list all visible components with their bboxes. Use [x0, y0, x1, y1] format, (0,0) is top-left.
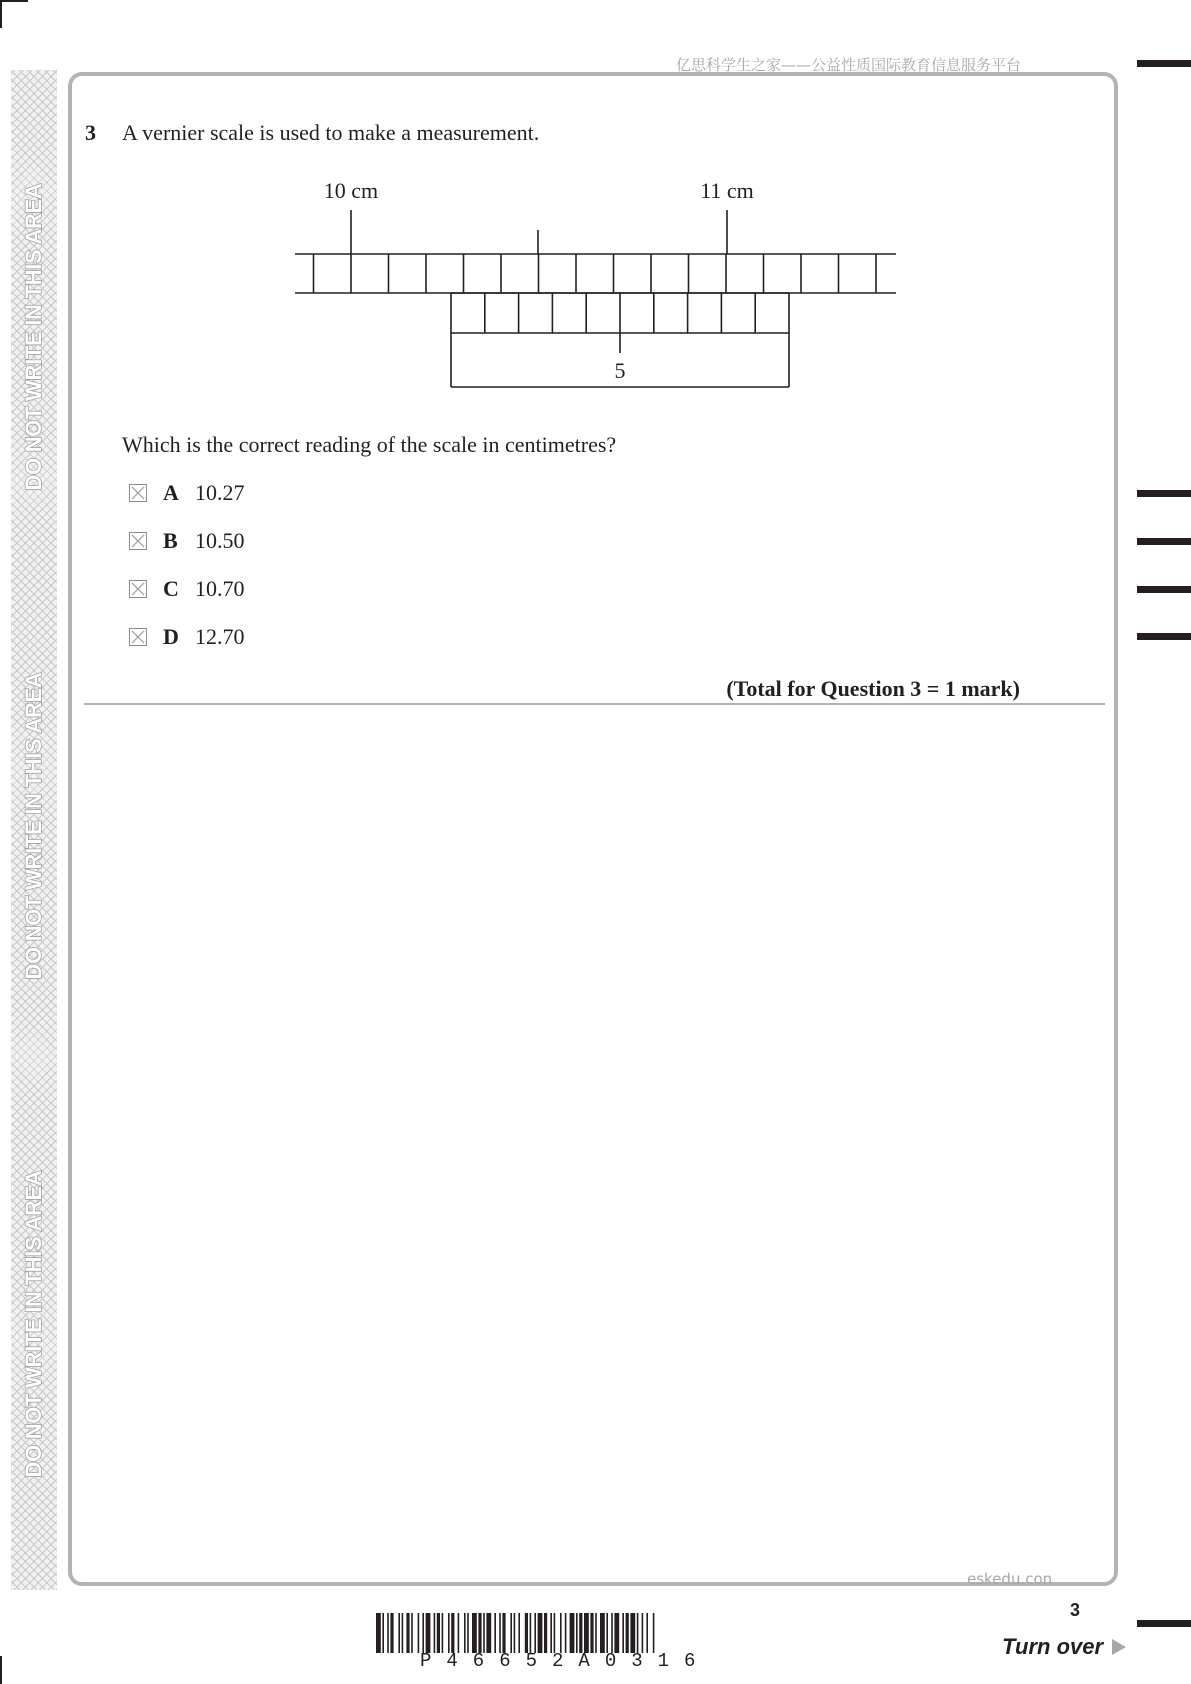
barcode-bar: [411, 1613, 413, 1653]
option-value: 10.27: [195, 480, 245, 505]
answer-checkbox[interactable]: [129, 628, 147, 646]
barcode-bar: [595, 1613, 597, 1653]
barcode-bar: [637, 1613, 639, 1653]
barcode-bar: [434, 1613, 436, 1653]
barcode-bar: [525, 1613, 528, 1653]
vernier-scale-diagram: [280, 170, 910, 395]
barcode-bar: [565, 1613, 567, 1653]
label-vernier-5: 5: [614, 358, 626, 383]
barcode-bar: [442, 1613, 444, 1653]
barcode-bar: [614, 1613, 619, 1653]
barcode-bar: [570, 1613, 575, 1653]
answer-checkbox[interactable]: [129, 484, 147, 502]
barcode-bar: [464, 1613, 466, 1653]
barcode-text: P46652A0316: [420, 1650, 711, 1672]
right-margin-tab: [1137, 60, 1191, 67]
barcode: [376, 1613, 810, 1653]
registration-mark: [0, 0, 2, 28]
barcode-bar: [494, 1613, 496, 1653]
answer-checkbox[interactable]: [129, 532, 147, 550]
barcode-bar: [426, 1613, 431, 1653]
registration-mark: [0, 1656, 2, 1684]
option-value: 10.70: [195, 576, 245, 601]
right-margin-tab: [1137, 1620, 1191, 1627]
barcode-bar: [422, 1613, 424, 1653]
barcode-bar: [514, 1613, 516, 1653]
barcode-bar: [472, 1613, 477, 1653]
site-watermark: eskedu.con: [967, 1570, 1053, 1588]
barcode-bar: [478, 1613, 481, 1653]
barcode-bar: [584, 1613, 589, 1653]
barcode-bar: [550, 1613, 552, 1653]
barcode-bar: [451, 1613, 454, 1653]
question-number: 3: [85, 120, 96, 145]
label-11cm: 11 cm: [700, 178, 754, 203]
right-margin-tab: [1137, 633, 1191, 640]
barcode-bar: [560, 1613, 562, 1653]
barcode-bar: [530, 1613, 532, 1653]
barcode-bar: [590, 1613, 593, 1653]
question-prompt: Which is the correct reading of the scale in centimetres?: [122, 432, 617, 457]
question-stem: A vernier scale is used to make a measurement.: [122, 120, 540, 145]
barcode-bar: [518, 1613, 520, 1653]
barcode-bar: [382, 1613, 384, 1653]
right-margin-tab: [1137, 490, 1191, 497]
barcode-bar: [544, 1613, 547, 1653]
barcode-bar: [630, 1613, 635, 1653]
option-letter: D: [163, 624, 179, 649]
option-letter: A: [163, 480, 179, 505]
question-total-marks: (Total for Question 3 = 1 mark): [726, 676, 1020, 701]
barcode-bar: [406, 1613, 409, 1653]
page-number: 3: [1069, 1600, 1080, 1620]
barcode-bar: [458, 1613, 460, 1653]
barcode-bar: [499, 1613, 501, 1653]
question-divider: [84, 703, 1105, 705]
barcode-bar: [538, 1613, 543, 1653]
turn-over-label: Turn over: [1002, 1634, 1104, 1659]
barcode-bar: [510, 1613, 512, 1653]
barcode-bar: [606, 1613, 608, 1653]
barcode-bar: [418, 1613, 420, 1653]
barcode-bar: [390, 1613, 393, 1653]
turn-over-arrow-icon: [1111, 1638, 1127, 1656]
barcode-bar: [448, 1613, 450, 1653]
watermark-text: 亿思科学生之家——公益性质国际教育信息服务平台: [676, 56, 1022, 74]
barcode-bar: [467, 1613, 469, 1653]
barcode-bar: [502, 1613, 505, 1653]
option-value: 10.50: [195, 528, 245, 553]
option-letter: B: [163, 528, 178, 553]
barcode-bar: [579, 1613, 582, 1653]
barcode-bar: [486, 1613, 491, 1653]
barcode-bar: [398, 1613, 400, 1653]
barcode-bar: [554, 1613, 556, 1653]
barcode-bar: [437, 1613, 440, 1653]
barcode-bar: [483, 1613, 485, 1653]
option-value: 12.70: [195, 624, 245, 649]
barcode-bar: [646, 1613, 648, 1653]
barcode-bar: [600, 1613, 605, 1653]
barcode-bar: [611, 1613, 613, 1653]
right-margin-tab: [1137, 538, 1191, 545]
barcode-bar: [653, 1613, 655, 1653]
barcode-bar: [534, 1613, 536, 1653]
registration-mark: [0, 0, 28, 2]
barcode-bar: [576, 1613, 578, 1653]
barcode-bar: [376, 1613, 381, 1653]
barcode-bar: [387, 1613, 389, 1653]
barcode-bar: [642, 1613, 644, 1653]
right-margin-tab: [1137, 586, 1191, 593]
barcode-bar: [622, 1613, 624, 1653]
option-letter: C: [163, 576, 179, 601]
label-10cm: 10 cm: [323, 178, 379, 203]
answer-checkbox[interactable]: [129, 580, 147, 598]
barcode-bar: [626, 1613, 629, 1653]
barcode-bar: [402, 1613, 404, 1653]
